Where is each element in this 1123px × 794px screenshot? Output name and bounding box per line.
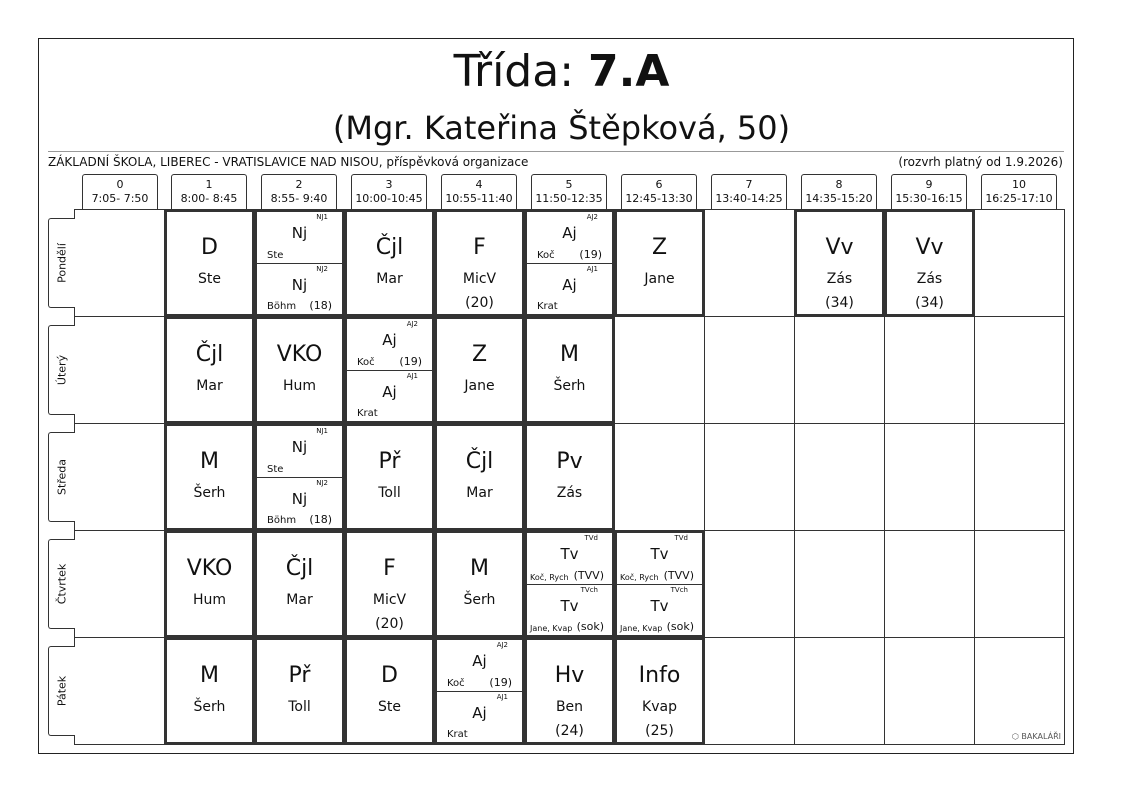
lesson-cell[interactable]: Vv Zás (34) bbox=[795, 210, 884, 316]
lesson-cell-split[interactable]: AJ2 Aj Koč (19) AJ1 Aj Krat bbox=[345, 317, 434, 423]
period-header: 9 15:30-16:15 bbox=[891, 174, 967, 210]
period-header: 4 10:55-11:40 bbox=[441, 174, 517, 210]
period-header: 7 13:40-14:25 bbox=[711, 174, 787, 210]
lesson-cell[interactable]: Čjl Mar bbox=[165, 317, 254, 423]
lesson-cell[interactable]: Z Jane bbox=[615, 210, 704, 316]
day-label-tuesday: Úterý bbox=[48, 325, 75, 415]
page-title: Třída: 7.A bbox=[453, 46, 670, 97]
lesson-cell[interactable]: Čjl Mar bbox=[345, 210, 434, 316]
lesson-cell[interactable]: VKO Hum bbox=[165, 531, 254, 637]
grid-line bbox=[704, 209, 705, 745]
lesson-cell-split[interactable]: NJ1 Nj Ste NJ2 Nj Böhm (18) bbox=[255, 424, 344, 530]
period-header: 10 16:25-17:10 bbox=[981, 174, 1057, 210]
lesson-cell[interactable]: F MicV (20) bbox=[435, 210, 524, 316]
lesson-cell[interactable]: Př Toll bbox=[255, 638, 344, 744]
lesson-cell[interactable]: M Šerh bbox=[435, 531, 524, 637]
lesson-cell-split[interactable]: AJ2 Aj Koč (19) AJ1 Aj Krat bbox=[525, 210, 614, 316]
day-label-friday: Pátek bbox=[48, 646, 75, 736]
divider bbox=[48, 151, 1064, 152]
lesson-cell[interactable]: Pv Zás bbox=[525, 424, 614, 530]
lesson-cell[interactable]: M Šerh bbox=[165, 638, 254, 744]
lesson-cell-split[interactable]: TVd Tv Koč, Rych (TVV) TVch Tv Jane, Kvap (sok) bbox=[525, 531, 614, 637]
validity-note: (rozvrh platný od 1.9.2026) bbox=[898, 155, 1063, 169]
lesson-cell[interactable]: Čjl Mar bbox=[435, 424, 524, 530]
period-header: 2 8:55- 9:40 bbox=[261, 174, 337, 210]
lesson-cell[interactable]: Vv Zás (34) bbox=[885, 210, 974, 316]
lesson-cell[interactable]: F MicV (20) bbox=[345, 531, 434, 637]
lesson-cell[interactable]: M Šerh bbox=[165, 424, 254, 530]
lesson-cell[interactable]: D Ste bbox=[165, 210, 254, 316]
class-name: 7.A bbox=[588, 46, 670, 97]
lesson-cell[interactable]: Z Jane bbox=[435, 317, 524, 423]
bakalari-logo: ⬡ BAKALÁŘI bbox=[1011, 732, 1061, 741]
lesson-cell[interactable]: VKO Hum bbox=[255, 317, 344, 423]
school-name: ZÁKLADNÍ ŠKOLA, LIBEREC - VRATISLAVICE NAD NISOU, příspěvková organizace bbox=[48, 155, 529, 169]
period-header: 0 7:05- 7:50 bbox=[82, 174, 158, 210]
lesson-cell[interactable]: M Šerh bbox=[525, 317, 614, 423]
bakalari-logo-icon: ⬡ bbox=[1011, 732, 1019, 741]
lesson-cell-split[interactable]: NJ1 Nj Ste NJ2 Nj Böhm (18) bbox=[255, 210, 344, 316]
grid-line bbox=[974, 209, 975, 745]
period-header: 8 14:35-15:20 bbox=[801, 174, 877, 210]
lesson-cell-split[interactable]: AJ2 Aj Koč (19) AJ1 Aj Krat bbox=[435, 638, 524, 744]
period-header: 3 10:00-10:45 bbox=[351, 174, 427, 210]
period-header: 5 11:50-12:35 bbox=[531, 174, 607, 210]
day-label-wednesday: Středa bbox=[48, 432, 75, 522]
day-label-monday: Pondělí bbox=[48, 218, 75, 308]
lesson-cell[interactable]: D Ste bbox=[345, 638, 434, 744]
lesson-cell-split[interactable]: TVd Tv Koč, Rych (TVV) TVch Tv Jane, Kvap (sok) bbox=[615, 531, 704, 637]
class-teacher: (Mgr. Kateřina Štěpková, 50) bbox=[332, 109, 791, 147]
period-header: 6 12:45-13:30 bbox=[621, 174, 697, 210]
day-label-thursday: Čtvrtek bbox=[48, 539, 75, 629]
lesson-cell[interactable]: Hv Ben (24) bbox=[525, 638, 614, 744]
lesson-cell[interactable]: Info Kvap (25) bbox=[615, 638, 704, 744]
lesson-cell[interactable]: Čjl Mar bbox=[255, 531, 344, 637]
lesson-cell[interactable]: Př Toll bbox=[345, 424, 434, 530]
period-header: 1 8:00- 8:45 bbox=[171, 174, 247, 210]
